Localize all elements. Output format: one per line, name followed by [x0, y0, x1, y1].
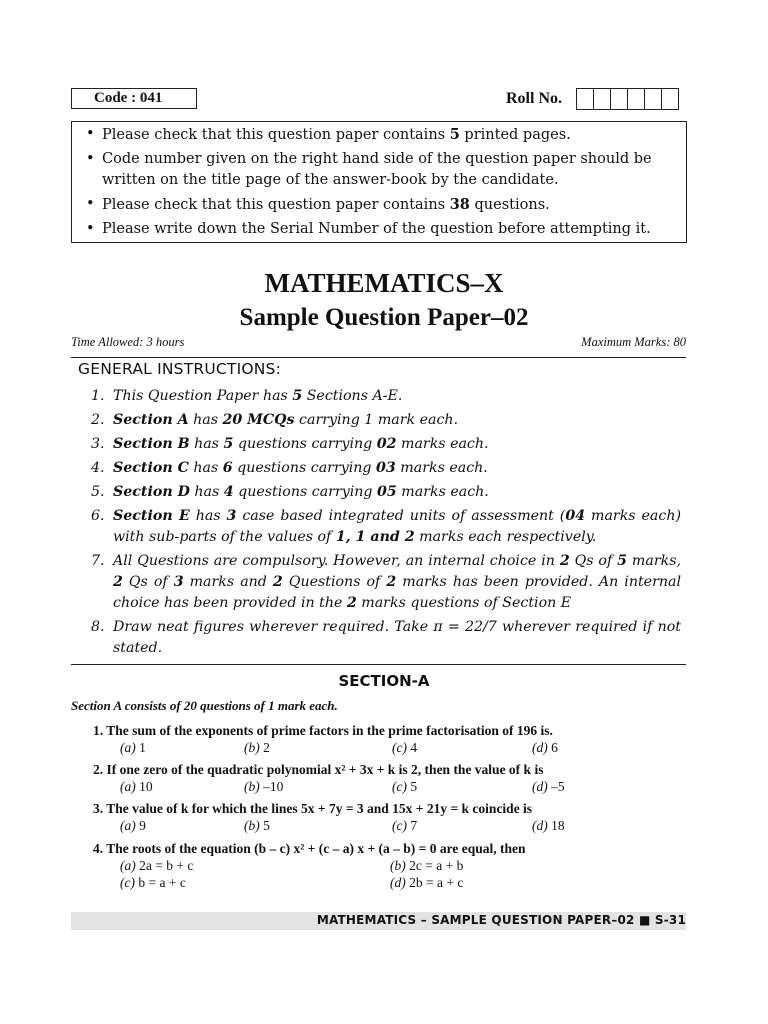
section-note: Section A consists of 20 questions of 1 mark each.	[71, 698, 338, 713]
instruction-number: 1.	[91, 388, 105, 404]
option[interactable]: (d) –5	[532, 779, 565, 794]
instruction-number: 6.	[91, 508, 105, 524]
instruction-item	[91, 617, 681, 659]
question-text: 1. The sum of the exponents of prime factors in the prime factorisation of 196 is.	[93, 723, 553, 738]
instruction-number: 4.	[91, 460, 105, 476]
subject-code: Code : 041	[94, 90, 163, 106]
general-instructions-heading: GENERAL INSTRUCTIONS:	[78, 360, 282, 378]
instruction-number: 7.	[91, 553, 105, 569]
instruction-text: This Question Paper has 5 Sections A-E.	[113, 388, 403, 404]
roll-box[interactable]	[610, 88, 628, 110]
time-allowed: Time Allowed: 3 hours	[71, 335, 185, 349]
option[interactable]: (d) 6	[532, 740, 558, 755]
paper-subtitle: Sample Question Paper–02	[239, 304, 529, 331]
option[interactable]: (d) 18	[532, 818, 565, 833]
roll-box[interactable]	[661, 88, 679, 110]
instruction-item	[91, 458, 681, 479]
option[interactable]: (b) 2	[244, 740, 270, 755]
notice-item: • Please check that this question paper contains 5 printed pages.	[82, 124, 682, 146]
option[interactable]: (a) 1	[120, 740, 146, 755]
option[interactable]: (b) 5	[244, 818, 270, 833]
notice-box	[71, 121, 687, 243]
instruction-number: 3.	[91, 436, 105, 452]
option[interactable]: (b) 2c = a + b	[390, 858, 464, 873]
question-text: 4. The roots of the equation (b – c) x² + (c – a) x + (a – b) = 0 are equal, then	[93, 841, 526, 856]
roll-box[interactable]	[644, 88, 662, 110]
roll-box[interactable]	[627, 88, 645, 110]
instruction-text: All Questions are compulsory. However, an internal choice in 2 Qs of 5 marks, 2 Qs of 3 marks and 2 Questions of 2 marks has been provided. An internal choice has been provided in the 2 marks questions of Section E	[113, 553, 682, 611]
code-box	[71, 88, 197, 109]
instruction-text: Section B has 5 questions carrying 02 marks each.	[113, 436, 489, 452]
instruction-text: Section E has 3 case based integrated units of assessment (04 marks each) with sub-parts of the values of 1, 1 and 2 marks each respectively.	[113, 508, 681, 545]
roll-box[interactable]	[576, 88, 594, 110]
notice-item: • Please write down the Serial Number of the question before attempting it.	[82, 219, 682, 240]
divider	[71, 664, 686, 665]
instruction-text: Section A has 20 MCQs carrying 1 mark each.	[113, 412, 459, 428]
roll-box[interactable]	[593, 88, 611, 110]
maximum-marks: Maximum Marks: 80	[581, 335, 686, 349]
option[interactable]: (a) 9	[120, 818, 146, 833]
instruction-text: Section C has 6 questions carrying 03 marks each.	[113, 460, 488, 476]
roll-number-boxes[interactable]	[577, 88, 679, 110]
option[interactable]: (d) 2b = a + c	[390, 875, 464, 890]
footer-text: MATHEMATICS – SAMPLE QUESTION PAPER–02 ■ S-31	[316, 913, 686, 927]
paper-title: MATHEMATICS–X	[264, 268, 504, 298]
instruction-number: 8.	[91, 619, 105, 635]
question-text: 2. If one zero of the quadratic polynomial x² + 3x + k is 2, then the value of k is	[93, 762, 544, 777]
instruction-text: Section D has 4 questions carrying 05 marks each.	[113, 484, 489, 500]
divider	[71, 357, 686, 358]
option[interactable]: (c) 5	[392, 779, 418, 794]
option[interactable]: (c) 4	[392, 740, 418, 755]
option[interactable]: (b) –10	[244, 779, 284, 794]
question-text: 3. The value of k for which the lines 5x + 7y = 3 and 15x + 21y = k coincide is	[93, 801, 533, 816]
notice-item: • Please check that this question paper contains 38 questions.	[82, 194, 682, 216]
instruction-item	[91, 551, 681, 614]
instruction-text: Draw neat figures wherever required. Take π = 22/7 wherever required if not stated.	[113, 619, 681, 656]
instruction-item	[91, 506, 681, 548]
instruction-item	[91, 434, 681, 455]
roll-number-label: Roll No.	[506, 90, 562, 107]
instruction-item	[91, 410, 681, 431]
instruction-item	[91, 482, 681, 503]
option[interactable]: (a) 10	[120, 779, 153, 794]
option[interactable]: (a) 2a = b + c	[120, 858, 194, 873]
instruction-number: 5.	[91, 484, 105, 500]
option[interactable]: (c) 7	[392, 818, 418, 833]
instruction-number: 2.	[91, 412, 105, 428]
notice-item: • Code number given on the right hand side of the question paper should be written on the title page of the answer-book by the candidate.	[82, 149, 682, 191]
instructions-list	[91, 386, 681, 662]
option[interactable]: (c) b = a + c	[120, 875, 186, 890]
section-heading: SECTION-A	[338, 672, 430, 690]
instruction-item	[91, 386, 681, 407]
